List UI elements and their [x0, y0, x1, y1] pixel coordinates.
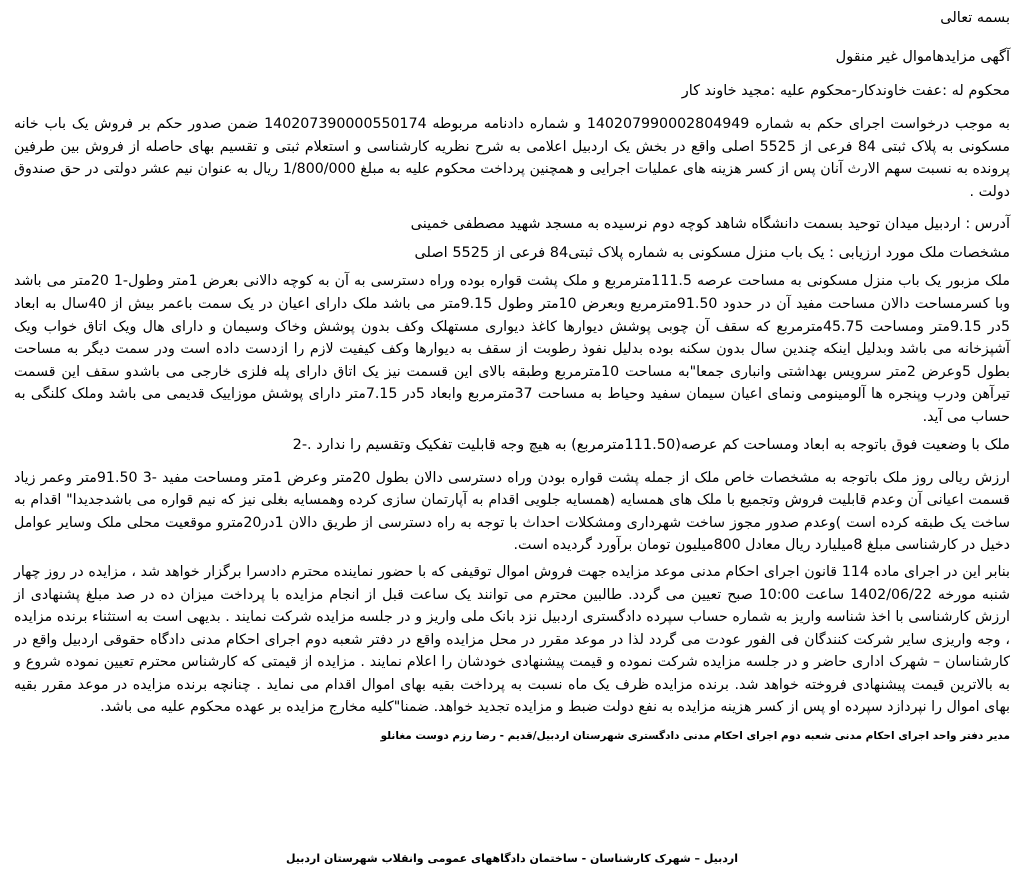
parties-line: محکوم له :عفت خاوندکار-محکوم علیه :مجید خاوند کار: [681, 83, 1010, 99]
item-3-paragraph: ارزش ریالی روز ملک باتوجه به مشخصات خاص ملک از جمله پشت قواره بودن وراه دسترسی دالان بطول 20متر وعرض 1متر ومساحت مفید -3 91.50متر وعمر زیاد قسمت اعیانی آن وعدم قابلیت فروش وتجمیع با ملک های همسایه (همسایه جلویی اقدام به آپارتمان سازی کرده وهمسایه بغلی نیز که نیم قواره می باشدجدیدا" اقدام به ساخت یک طبقه کرده است )وعدم صدور مجوز ساخت شهرداری ومشکلات احداث با توجه به راه دسترسی از طریق دالان 1در20مترو موقعیت محلی ملک وسایر عوامل دخیل در کارشناسی مبلغ 8میلیارد ریال معادل 800میلیون تومان برآورد گردیده است.: [14, 469, 1010, 554]
notice-title: آگهی مزایدهاموال غیر منقول: [835, 49, 1010, 65]
footer-address: اردبیل – شهرک کارشناسان - ساختمان دادگاههای عمومی وانقلاب شهرستان اردبیل: [285, 852, 739, 865]
auction-paragraph: بنابر این در اجرای ماده 114 قانون اجرای احکام مدنی موعد مزایده جهت فروش اموال توقیفی که با حضور نماینده محترم دادسرا برگزار خواهد شد ، مزایده در روز چهار شنبه مورخه 1402/06/22 ساعت 10:00 صبح تعیین می گردد. طالبین محترم می توانند یک ساعت قبل از انجام مزایده با پرداخت میزان ده در صد مبلغ پشنهادی از ارزش کارشناسی با اخذ شناسه واریز به شماره حساب سپرده دادگستری اردبیل نزد بانک ملی واریز و در جلسه مزایده شرکت نمایند . بدیهی است به استثناء برنده مزایده ، وجه واریزی سایر شرکت کنندگان فی الفور عودت می گردد لذا در موعد مقرر در محل مزایده واقع در دفتر شعبه دوم اجرای احکام مدنی دادگاه حقوقی اردبیل واقع در کارشناسان – شهرک اداری حاضر و در جلسه مزایده شرکت نموده و قیمت پیشنهادی خودشان را اعلام نمایند . مزایده از قیمتی که کارشناس محترم تعیین نموده شروع و به بالاترین قیمت پیشنهادی فروخته خواهد شد. برنده مزایده ظرف یک ماه نسبت به پرداخت بقیه بهای اموال اقدام می نماید . چنانچه برنده مزایده در موعد مقرر بقیه بهای اموال را نپردازد سپرده او پس از کسر هزینه مزایده به نفع دولت ضبط و مزایده تجدید خواهد. ضمنا"کلیه مخارج مزایده بر عهده محکوم علیه می باشد.: [14, 563, 1011, 716]
basmala: بسمه تعالی: [940, 10, 1010, 26]
property-spec-line: مشخصات ملک مورد ارزیابی : یک باب منزل مسکونی به شماره پلاک ثبتی84 فرعی از 5525 اصلی: [414, 245, 1010, 262]
intro-paragraph: به موجب درخواست اجرای حکم به شماره 140207990002804949 و شماره دادنامه مربوطه 140207390000550174 ضمن صدور حکم بر فروش یک باب خانه مسکونی به پلاک ثبتی 84 فرعی از 5525 اصلی واقع در بخش یک اردبیل اعلامی به شرح نظریه کارشناسی و استعلام ثبتی و تقسیم بهای حاصله از فروش بین طرفین پرونده به نسبت سهم الارث آنان پس از کسر هزینه های عملیات اجرایی و همچنین پرداخت محکوم علیه به مبلغ 1/800/000 ریال به عنوان نیم عشر دولتی در حق صندوق دولت .: [14, 116, 1011, 200]
address-paragraph: آدرس : اردبیل میدان توحید بسمت دانشگاه شاهد کوچه دوم نرسیده به مسجد شهید مصطفی خمینی: [410, 216, 1010, 233]
signature-line: مدیر دفتر واحد اجرای احکام مدنی شعبه دوم اجرای احکام مدنی دادگستری شهرستان اردبیل/قدیم - رضا رزم دوست مغانلو: [380, 730, 1010, 743]
item-1-paragraph: ملک مزبور یک باب منزل مسکونی به مساحت عرصه 111.5مترمربع و ملک پشت قواره بوده وراه دسترسی به آن به کوچه دالانی بعرض 1متر وطول-1 20متر می باشد وبا کسرمساحت دالان مساحت مفید آن در حدود 91.50مترمربع وبعرض 10متر وطول 9.15متر می باشد ملک دارای اعیان در یک سمت باعمر بیش از 40سال به ابعاد 5در 9.15متر ومساحت 45.75مترمربع که سقف آن چوبی پوشش دیوارها کاغذ دیواری مستهلک وکف بدون پوشش وخاک وسیمان و دارای هال ویک اتاق خواب ویک آشپزخانه می باشد وبدلیل اینکه چندین سال بدون سکنه بوده بدلیل نفوذ رطوبت از سقف به دیوارها وکف کیفیت لازم را ازدست داده است ودر سمت دیگر به مساحت بطول 5وعرض 2متر سرویس بهداشتی وانباری جمعا"به مساحت 10مترمربع وطبقه بالای این قسمت نیز یک اتاق دارای پله فلزی خارجی می باشدو سقف این قسمت تیرآهن ودرب وپنجره ها آلومینومی ونمای اعیان سیمان سفید وحیاط به مساحت 37مترمربع وابعاد 5در 7.15متر دارای پوشش موزاییک قدیمی می باشد وملک کلنگی به حساب می آید.: [14, 273, 1011, 425]
item-2-line: ملک با وضعیت فوق باتوجه به ابعاد ومساحت کم عرصه(111.50مترمربع) به هیچ وجه قابلیت تفکیک وتقسیم را ندارد .-2: [292, 436, 1010, 453]
